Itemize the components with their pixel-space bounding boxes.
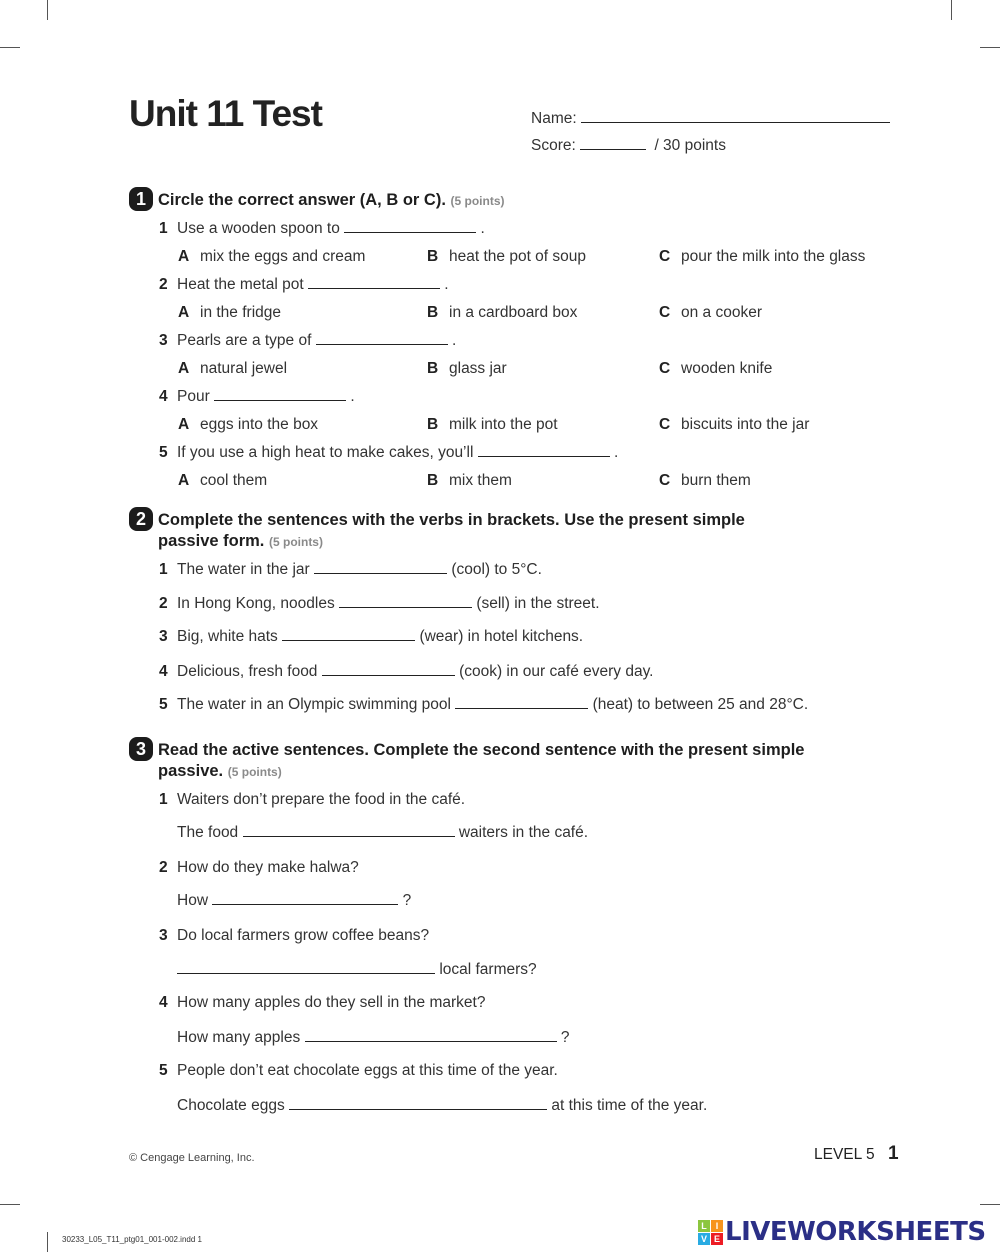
score-row bbox=[531, 137, 726, 155]
points-label: (5 points) bbox=[227, 765, 282, 779]
answer-blank[interactable] bbox=[316, 333, 448, 345]
score-field[interactable] bbox=[580, 138, 646, 150]
page-number: 1 bbox=[888, 1143, 899, 1164]
answer-line: Chocolate eggs at this time of the year. bbox=[177, 1097, 708, 1114]
answer-blank[interactable] bbox=[289, 1098, 547, 1110]
answer-blank[interactable] bbox=[339, 596, 472, 608]
option-a[interactable]: A eggs into the box bbox=[178, 416, 319, 433]
logo-blocks-icon: L I V E bbox=[698, 1220, 723, 1245]
section-instruction: Circle the correct answer (A, B or C). (5 points) bbox=[158, 191, 505, 209]
answer-blank[interactable] bbox=[314, 562, 447, 574]
option-a[interactable]: A in the fridge bbox=[178, 304, 281, 321]
page-title: Unit 11 Test bbox=[129, 93, 322, 134]
answer-blank[interactable] bbox=[177, 962, 435, 974]
score-label: Score: bbox=[531, 137, 576, 154]
option-c[interactable]: C pour the milk into the glass bbox=[659, 248, 866, 265]
points-label: (5 points) bbox=[450, 194, 505, 208]
answer-blank[interactable] bbox=[214, 389, 346, 401]
name-field[interactable] bbox=[581, 111, 890, 123]
answer-blank[interactable] bbox=[344, 221, 476, 233]
answer-line: How many apples ? bbox=[177, 1029, 570, 1046]
answer-line: The food waiters in the café. bbox=[177, 824, 589, 841]
option-b[interactable]: B glass jar bbox=[427, 360, 507, 377]
section-number-badge: 3 bbox=[129, 737, 153, 761]
option-b[interactable]: B milk into the pot bbox=[427, 416, 558, 433]
answer-line: How ? bbox=[177, 892, 412, 909]
logo-text: LIVEWORKSHEETS bbox=[725, 1217, 986, 1247]
crop-mark bbox=[0, 47, 20, 48]
file-slug: 30233_L05_T11_ptg01_001-002.indd 1 bbox=[62, 1235, 202, 1244]
section-number-badge: 2 bbox=[129, 507, 153, 531]
option-c[interactable]: C wooden knife bbox=[659, 360, 773, 377]
option-c[interactable]: C on a cooker bbox=[659, 304, 762, 321]
option-a[interactable]: A natural jewel bbox=[178, 360, 288, 377]
option-c[interactable]: C biscuits into the jar bbox=[659, 416, 810, 433]
copyright: © Cengage Learning, Inc. bbox=[129, 1152, 255, 1164]
level-label: LEVEL 5 bbox=[814, 1146, 875, 1163]
option-b[interactable]: B in a cardboard box bbox=[427, 304, 578, 321]
crop-mark bbox=[980, 47, 1000, 48]
name-row bbox=[531, 110, 890, 128]
crop-mark bbox=[47, 0, 48, 20]
answer-blank[interactable] bbox=[212, 893, 398, 905]
crop-mark bbox=[0, 1204, 20, 1205]
answer-blank[interactable] bbox=[322, 664, 455, 676]
section-instruction: Complete the sentences with the verbs in brackets. Use the present simple passive form. (5 points) bbox=[158, 511, 745, 550]
answer-blank[interactable] bbox=[243, 825, 455, 837]
answer-blank[interactable] bbox=[478, 445, 610, 457]
crop-mark bbox=[951, 0, 952, 20]
answer-line: local farmers? bbox=[177, 961, 537, 979]
name-label: Name: bbox=[531, 110, 577, 127]
option-b[interactable]: B heat the pot of soup bbox=[427, 248, 587, 265]
answer-blank[interactable] bbox=[282, 629, 415, 641]
option-c[interactable]: C burn them bbox=[659, 472, 751, 489]
section-instruction: Read the active sentences. Complete the second sentence with the present simple passive. (5 points) bbox=[158, 741, 805, 780]
liveworksheets-logo bbox=[698, 1217, 986, 1247]
crop-mark bbox=[980, 1204, 1000, 1205]
answer-blank[interactable] bbox=[305, 1030, 557, 1042]
crop-mark bbox=[47, 1232, 48, 1252]
score-total: / 30 points bbox=[654, 137, 726, 154]
section-number-badge: 1 bbox=[129, 187, 153, 211]
option-b[interactable]: B mix them bbox=[427, 472, 512, 489]
option-a[interactable]: A cool them bbox=[178, 472, 268, 489]
option-a[interactable]: A mix the eggs and cream bbox=[178, 248, 366, 265]
points-label: (5 points) bbox=[268, 535, 323, 549]
answer-blank[interactable] bbox=[455, 697, 588, 709]
answer-blank[interactable] bbox=[308, 277, 440, 289]
